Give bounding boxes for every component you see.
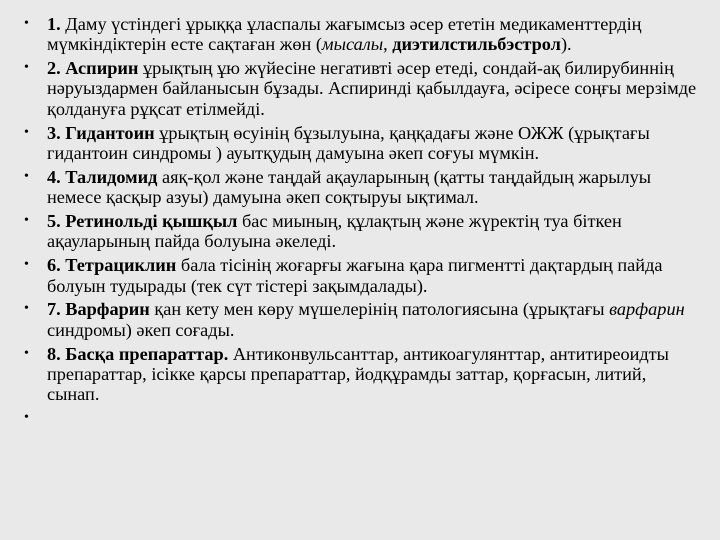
- bullet-icon: •: [24, 345, 29, 361]
- bullet-icon: •: [24, 60, 29, 76]
- item-number: 4.: [47, 166, 61, 187]
- item-drug-name: диэтилстильбэстрол: [392, 34, 561, 55]
- bullet-icon: •: [24, 16, 29, 31]
- item-drug-name: Аспирин: [65, 58, 139, 79]
- item-drug-name: Ретинольді қышқыл: [65, 211, 238, 232]
- item-number: 5.: [47, 211, 61, 232]
- item-text: ).: [560, 34, 572, 55]
- list-item: [24, 14, 698, 55]
- item-number: 6.: [47, 255, 61, 276]
- item-number: 7.: [47, 299, 61, 320]
- bullet-icon: •: [24, 124, 29, 140]
- item-text: ,: [383, 34, 393, 55]
- list-item: [24, 123, 698, 164]
- bullet-icon: •: [24, 213, 29, 229]
- item-text: Антиконвульсанттар, антикоагулянттар, антитиреоидты препараттар, ісікке қарсы препараттар, йодқұрамды заттар, қорғасын, литий, сынап.: [47, 343, 669, 405]
- item-drug-name: Тетрациклин: [65, 255, 177, 276]
- item-number: 3.: [47, 122, 61, 143]
- item-drug-name: Басқа препараттар.: [65, 343, 229, 364]
- item-text: қан кету мен көру мүшелерінің патологиясына (ұрықтағы: [149, 299, 610, 320]
- list-item: [24, 344, 698, 405]
- list-item: [24, 167, 698, 208]
- item-italic-text: мысалы: [321, 34, 384, 55]
- item-drug-name: Талидомид: [65, 166, 158, 187]
- item-text: ұрықтың ұю жүйесіне негативті әсер етеді, сондай-ақ билирубиннің нәруыздармен байланысын бұзады. Аспиринді қабылдауға, әсіресе соңғы мерзімде қолдануға рұқсат етілмейді.: [47, 58, 697, 119]
- item-drug-name: Гидантоин: [65, 122, 155, 143]
- bullet-icon: •: [24, 301, 29, 317]
- bullet-list: [24, 14, 698, 428]
- bullet-icon: •: [24, 257, 29, 273]
- item-drug-name: Варфарин: [65, 299, 150, 320]
- list-item: [24, 58, 698, 119]
- item-number: 8.: [47, 343, 61, 364]
- item-text: Даму үстіндегі ұрыққа ұласпалы жағымсыз әсер ететін медикаменттердің мүмкіндіктерін есте сақтаған жөн (: [47, 14, 642, 55]
- list-item: [24, 408, 698, 428]
- item-text: ұрықтың өсуінің бұзылуына, қаңқадағы және ОЖЖ (ұрықтағы гидантоин синдромы ) ауытқудың дамуына әкеп соғуы мүмкін.: [47, 122, 650, 163]
- item-number: 2.: [47, 58, 61, 79]
- list-item: [24, 255, 698, 296]
- list-item: [24, 299, 698, 340]
- list-item: [24, 211, 698, 252]
- item-text: синдромы) әкеп соғады.: [47, 319, 235, 340]
- item-text: бас миының, құлақтың және жүректің туа біткен ақауларының пайда болуына әкеледі.: [47, 211, 622, 252]
- item-text: бала тісінің жоғарғы жағына қара пигментті дақтардың пайда болуын тудырады (тек сүт тістері зақымдалады).: [47, 255, 663, 296]
- bullet-icon: •: [24, 168, 29, 184]
- item-number: 1.: [47, 14, 61, 34]
- item-italic-text: варфарин: [609, 299, 685, 320]
- bullet-icon: •: [24, 410, 29, 426]
- item-text: аяқ-қол және таңдай ақауларының (қатты таңдайдың жарылуы немесе қасқыр азуы) дамуына әкеп соқтыруы ықтимал.: [47, 166, 652, 208]
